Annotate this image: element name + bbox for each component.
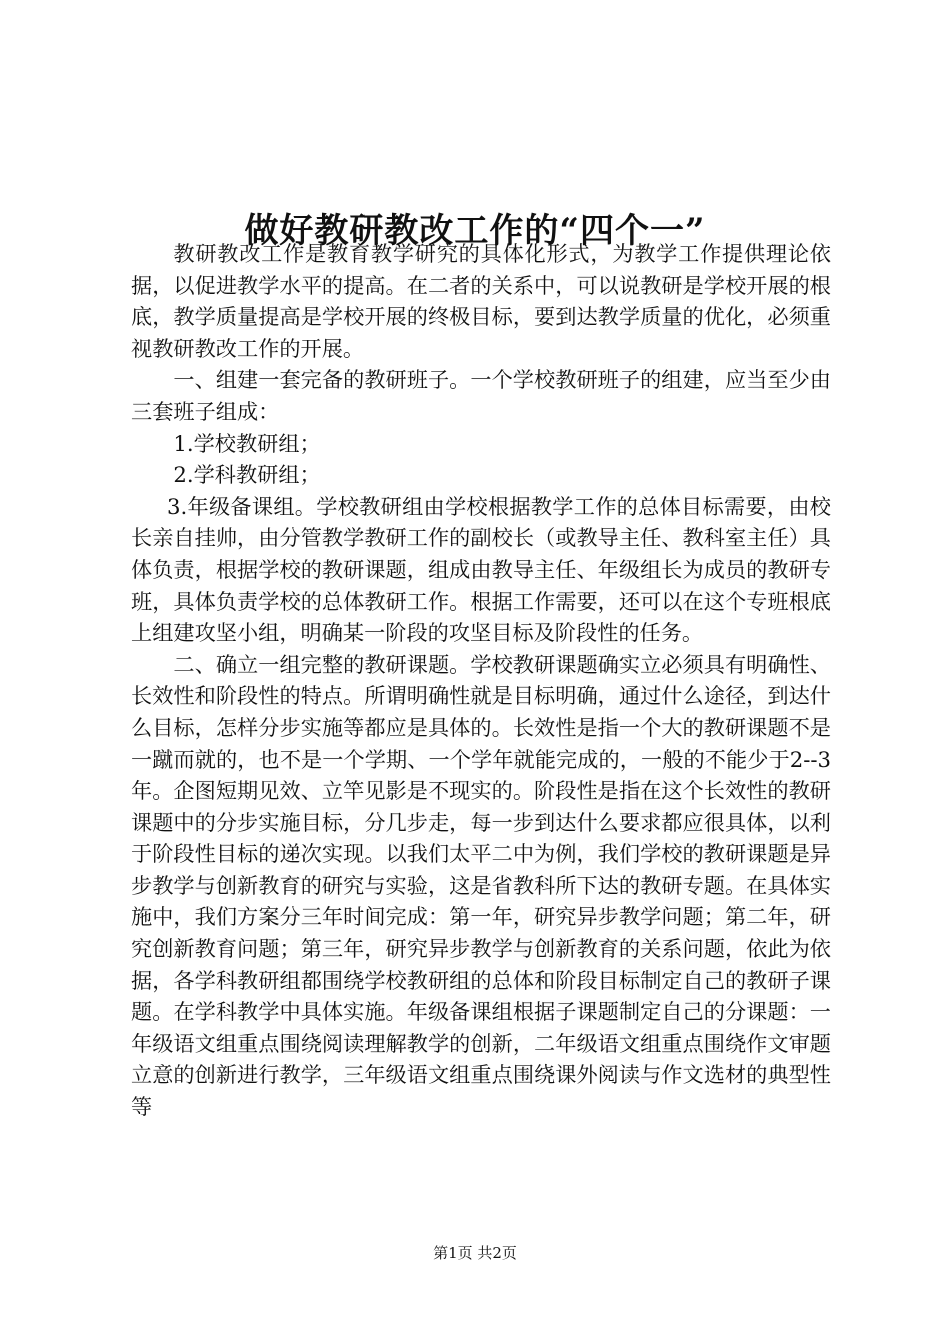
document-body (131, 238, 831, 1123)
list-item-school-group: 1.学校教研组； (173, 430, 321, 456)
page-footer: 第1页 共2页 (433, 1244, 517, 1262)
paragraph-section-one: 一、组建一套完备的教研班子。一个学校教研班子的组建，应当至少由三套班子组成： (131, 367, 831, 424)
document-title: 做好教研教改工作的“四个一” (244, 210, 706, 251)
list-item-grade-group: 3.年级备课组。学校教研组由学校根据教学工作的总体目标需要，由校长亲自挂帅，由分管教学教研工作的副校长（或教导主任、教科室主任）具体负责，根据学校的教研课题，组成由教导主任、年级组长为成员的教研专班，具体负责学校的总体教研工作。根据工作需要，还可以在这个专班根底上组建攻坚小组，明确某一阶段的攻坚目标及阶段性的任务。 (131, 493, 831, 646)
paragraph-intro: 教研教改工作是教育教学研究的具体化形式，为教学工作提供理论依据，以促进教学水平的提高。在二者的关系中，可以说教研是学校开展的根底，教学质量提高是学校开展的终极目标，要到达教学质量的优化，必须重视教研教改工作的开展。 (131, 241, 831, 361)
list-item-subject-group: 2.学科教研组； (173, 462, 321, 488)
paragraph-section-two: 二、确立一组完整的教研课题。学校教研课题确实立必须具有明确性、长效性和阶段性的特点。所谓明确性就是目标明确，通过什么途径，到达什么目标，怎样分步实施等都应是具体的。长效性是指一个大的教研课题不是一蹴而就的，也不是一个学期、一个学年就能完成的，一般的不能少于2--3年。企图短期见效、立竿见影是不现实的。阶段性是指在这个长效性的教研课题中的分步实施目标，分几步走，每一步到达什么要求都应很具体，以利于阶段性目标的递次实现。以我们太平二中为例，我们学校的教研课题是异步教学与创新教育的研究与实验，这是省教科所下达的教研专题。在具体实施中，我们方案分三年时间完成：第一年，研究异步教学问题；第二年，研究创新教育问题；第三年，研究异步教学与创新教育的关系问题，依此为依据，各学科教研组都围绕学校教研组的总体和阶段目标制定自己的教研子课题。在学科教学中具体实施。年级备课组根据子课题制定自己的分课题：一年级语文组重点围绕阅读理解教学的创新，二年级语文组重点围绕作文审题立意的创新进行教学，三年级语文组重点围绕课外阅读与作文选材的典型性等 (131, 651, 831, 1120)
